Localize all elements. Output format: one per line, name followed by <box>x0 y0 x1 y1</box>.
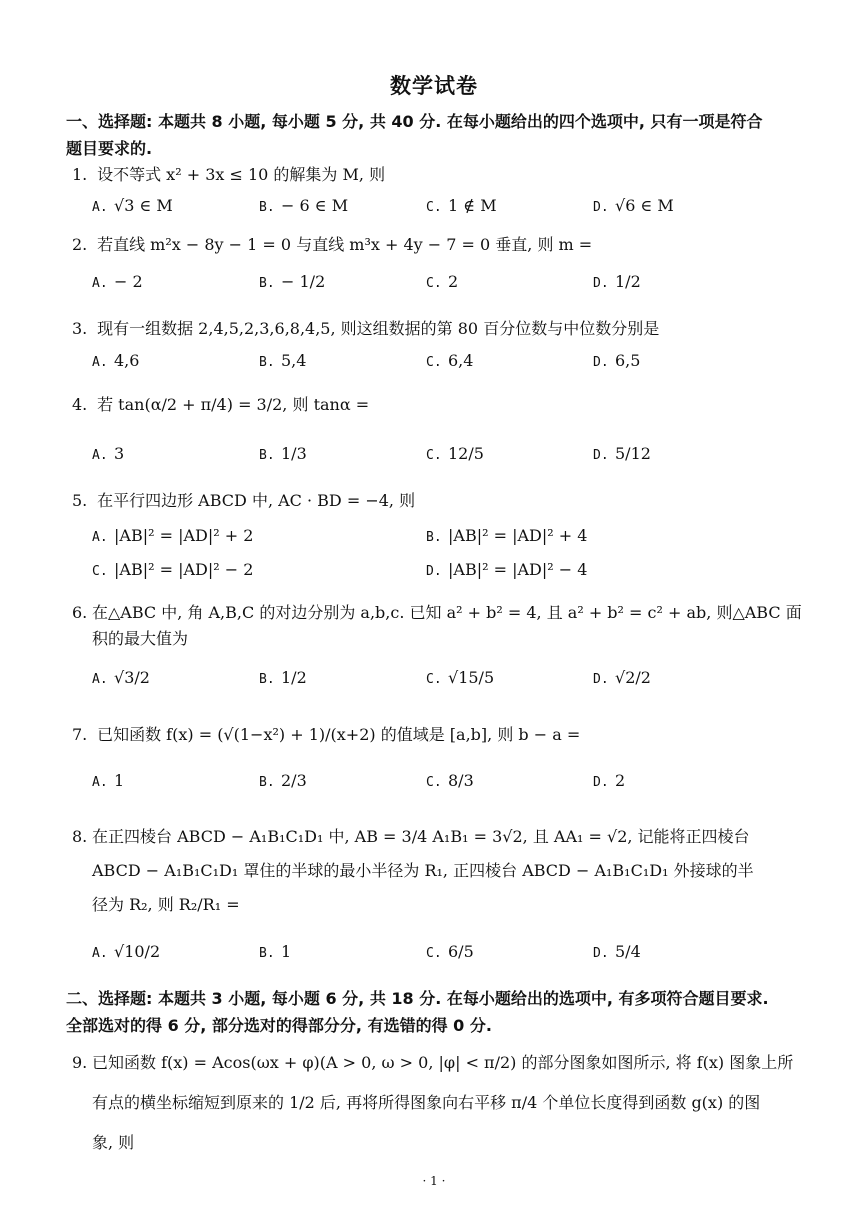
question-4-options <box>92 440 812 468</box>
option-c: C. 12/5 <box>426 444 484 463</box>
option-a: A. √10/2 <box>92 942 161 961</box>
question-number: 6. <box>72 603 88 622</box>
option-b: B. |AB|² = |AD|² + 4 <box>426 526 588 545</box>
question-text: 已知函数 f(x) = (√(1−x²) + 1)/(x+2) 的值域是 [a,b], 则 b − a = <box>97 725 581 744</box>
option-a: A. √3 ∈ M <box>92 196 173 215</box>
question-7-options <box>92 767 812 795</box>
question-text-cont: 有点的横坐标缩短到原来的 1/2 后, 再将所得图象向右平移 π/4 个单位长度得到函数 g(x) 的图 <box>92 1093 761 1112</box>
question-text: 若 tan(α/2 + π/4) = 3/2, 则 tanα = <box>97 395 370 414</box>
option-c: C. 6,4 <box>426 351 474 370</box>
option-b: B. 1/3 <box>259 444 307 463</box>
section-2-line-1: 二、选择题: 本题共 3 小题, 每小题 6 分, 共 18 分. 在每小题给出的选项中, 有多项符合题目要求. <box>66 989 769 1008</box>
option-b: B. 1 <box>259 942 292 961</box>
question-number: 3. <box>72 319 88 338</box>
option-b: B. − 6 ∈ M <box>259 196 349 215</box>
question-5 <box>72 488 802 514</box>
question-text: 设不等式 x² + 3x ≤ 10 的解集为 M, 则 <box>97 165 386 184</box>
question-number: 7. <box>72 725 88 744</box>
question-8 <box>72 820 802 922</box>
question-5-options-row-1 <box>92 522 812 550</box>
option-b: B. 2/3 <box>259 771 307 790</box>
page-number: · 1 · <box>422 1174 446 1188</box>
question-9 <box>72 1043 802 1163</box>
option-d: D. 5/12 <box>593 444 651 463</box>
question-6 <box>72 600 802 652</box>
option-c: C. √15/5 <box>426 668 495 687</box>
option-a: A. 3 <box>92 444 125 463</box>
option-d: D. √6 ∈ M <box>593 196 674 215</box>
option-b: B. 5,4 <box>259 351 307 370</box>
question-1 <box>72 162 802 188</box>
question-2-options <box>92 268 812 296</box>
option-b: B. − 1/2 <box>259 272 326 291</box>
option-d: D. √2/2 <box>593 668 651 687</box>
question-5-options-row-2 <box>92 556 812 584</box>
question-text-cont-2: 径为 R₂, 则 R₂/R₁ = <box>92 895 240 914</box>
question-6-options <box>92 664 812 692</box>
question-text-cont-2: 象, 则 <box>92 1133 135 1152</box>
option-c: C. 6/5 <box>426 942 474 961</box>
option-a: A. 4,6 <box>92 351 140 370</box>
question-7 <box>72 722 802 748</box>
question-3-options <box>92 347 812 375</box>
option-d: D. 5/4 <box>593 942 641 961</box>
question-text: 若直线 m²x − 8y − 1 = 0 与直线 m³x + 4y − 7 = 0 垂直, 则 m = <box>97 235 593 254</box>
question-3 <box>72 316 802 342</box>
exam-title: 数学试卷 <box>390 74 478 98</box>
option-b: B. 1/2 <box>259 668 307 687</box>
question-number: 5. <box>72 491 88 510</box>
question-number: 4. <box>72 395 88 414</box>
section-1-line-1: 一、选择题: 本题共 8 小题, 每小题 5 分, 共 40 分. 在每小题给出的四个选项中, 只有一项是符合 <box>66 112 763 131</box>
question-text: 在平行四边形 ABCD 中, AC · BD = −4, 则 <box>97 491 416 510</box>
question-text: 在△ABC 中, 角 A,B,C 的对边分别为 a,b,c. 已知 a² + b² = 4, 且 a² + b² = c² + ab, 则△ABC 面 <box>92 603 802 622</box>
option-c: C. |AB|² = |AD|² − 2 <box>92 560 254 579</box>
question-text: 已知函数 f(x) = Acos(ωx + φ)(A > 0, ω > 0, |φ| < π/2) 的部分图象如图所示, 将 f(x) 图象上所 <box>92 1053 794 1072</box>
option-c: C. 8/3 <box>426 771 474 790</box>
option-a: A. √3/2 <box>92 668 150 687</box>
section-1-line-2: 题目要求的. <box>66 139 153 158</box>
question-text-cont: ABCD − A₁B₁C₁D₁ 罩住的半球的最小半径为 R₁, 正四棱台 ABCD − A₁B₁C₁D₁ 外接球的半 <box>92 861 754 880</box>
section-2-heading <box>66 985 806 1039</box>
question-text: 现有一组数据 2,4,5,2,3,6,8,4,5, 则这组数据的第 80 百分位数与中位数分别是 <box>97 319 660 338</box>
option-d: D. 2 <box>593 771 626 790</box>
option-d: D. |AB|² = |AD|² − 4 <box>426 560 588 579</box>
question-number: 2. <box>72 235 88 254</box>
option-c: C. 1 ∉ M <box>426 196 497 215</box>
question-number: 1. <box>72 165 88 184</box>
section-1-heading <box>66 108 806 162</box>
option-a: A. − 2 <box>92 272 143 291</box>
option-a: A. |AB|² = |AD|² + 2 <box>92 526 254 545</box>
question-8-options <box>92 938 812 966</box>
option-d: D. 1/2 <box>593 272 641 291</box>
question-4 <box>72 392 802 418</box>
option-d: D. 6,5 <box>593 351 641 370</box>
question-text: 在正四棱台 ABCD − A₁B₁C₁D₁ 中, AB = 3/4 A₁B₁ = 3√2, 且 AA₁ = √2, 记能将正四棱台 <box>92 827 750 846</box>
question-number: 8. <box>72 827 88 846</box>
option-c: C. 2 <box>426 272 459 291</box>
question-2 <box>72 232 802 258</box>
question-1-options <box>92 192 812 220</box>
section-2-line-2: 全部选对的得 6 分, 部分选对的得部分分, 有选错的得 0 分. <box>66 1016 492 1035</box>
question-text-cont: 积的最大值为 <box>92 629 189 648</box>
option-a: A. 1 <box>92 771 125 790</box>
question-number: 9. <box>72 1053 88 1072</box>
